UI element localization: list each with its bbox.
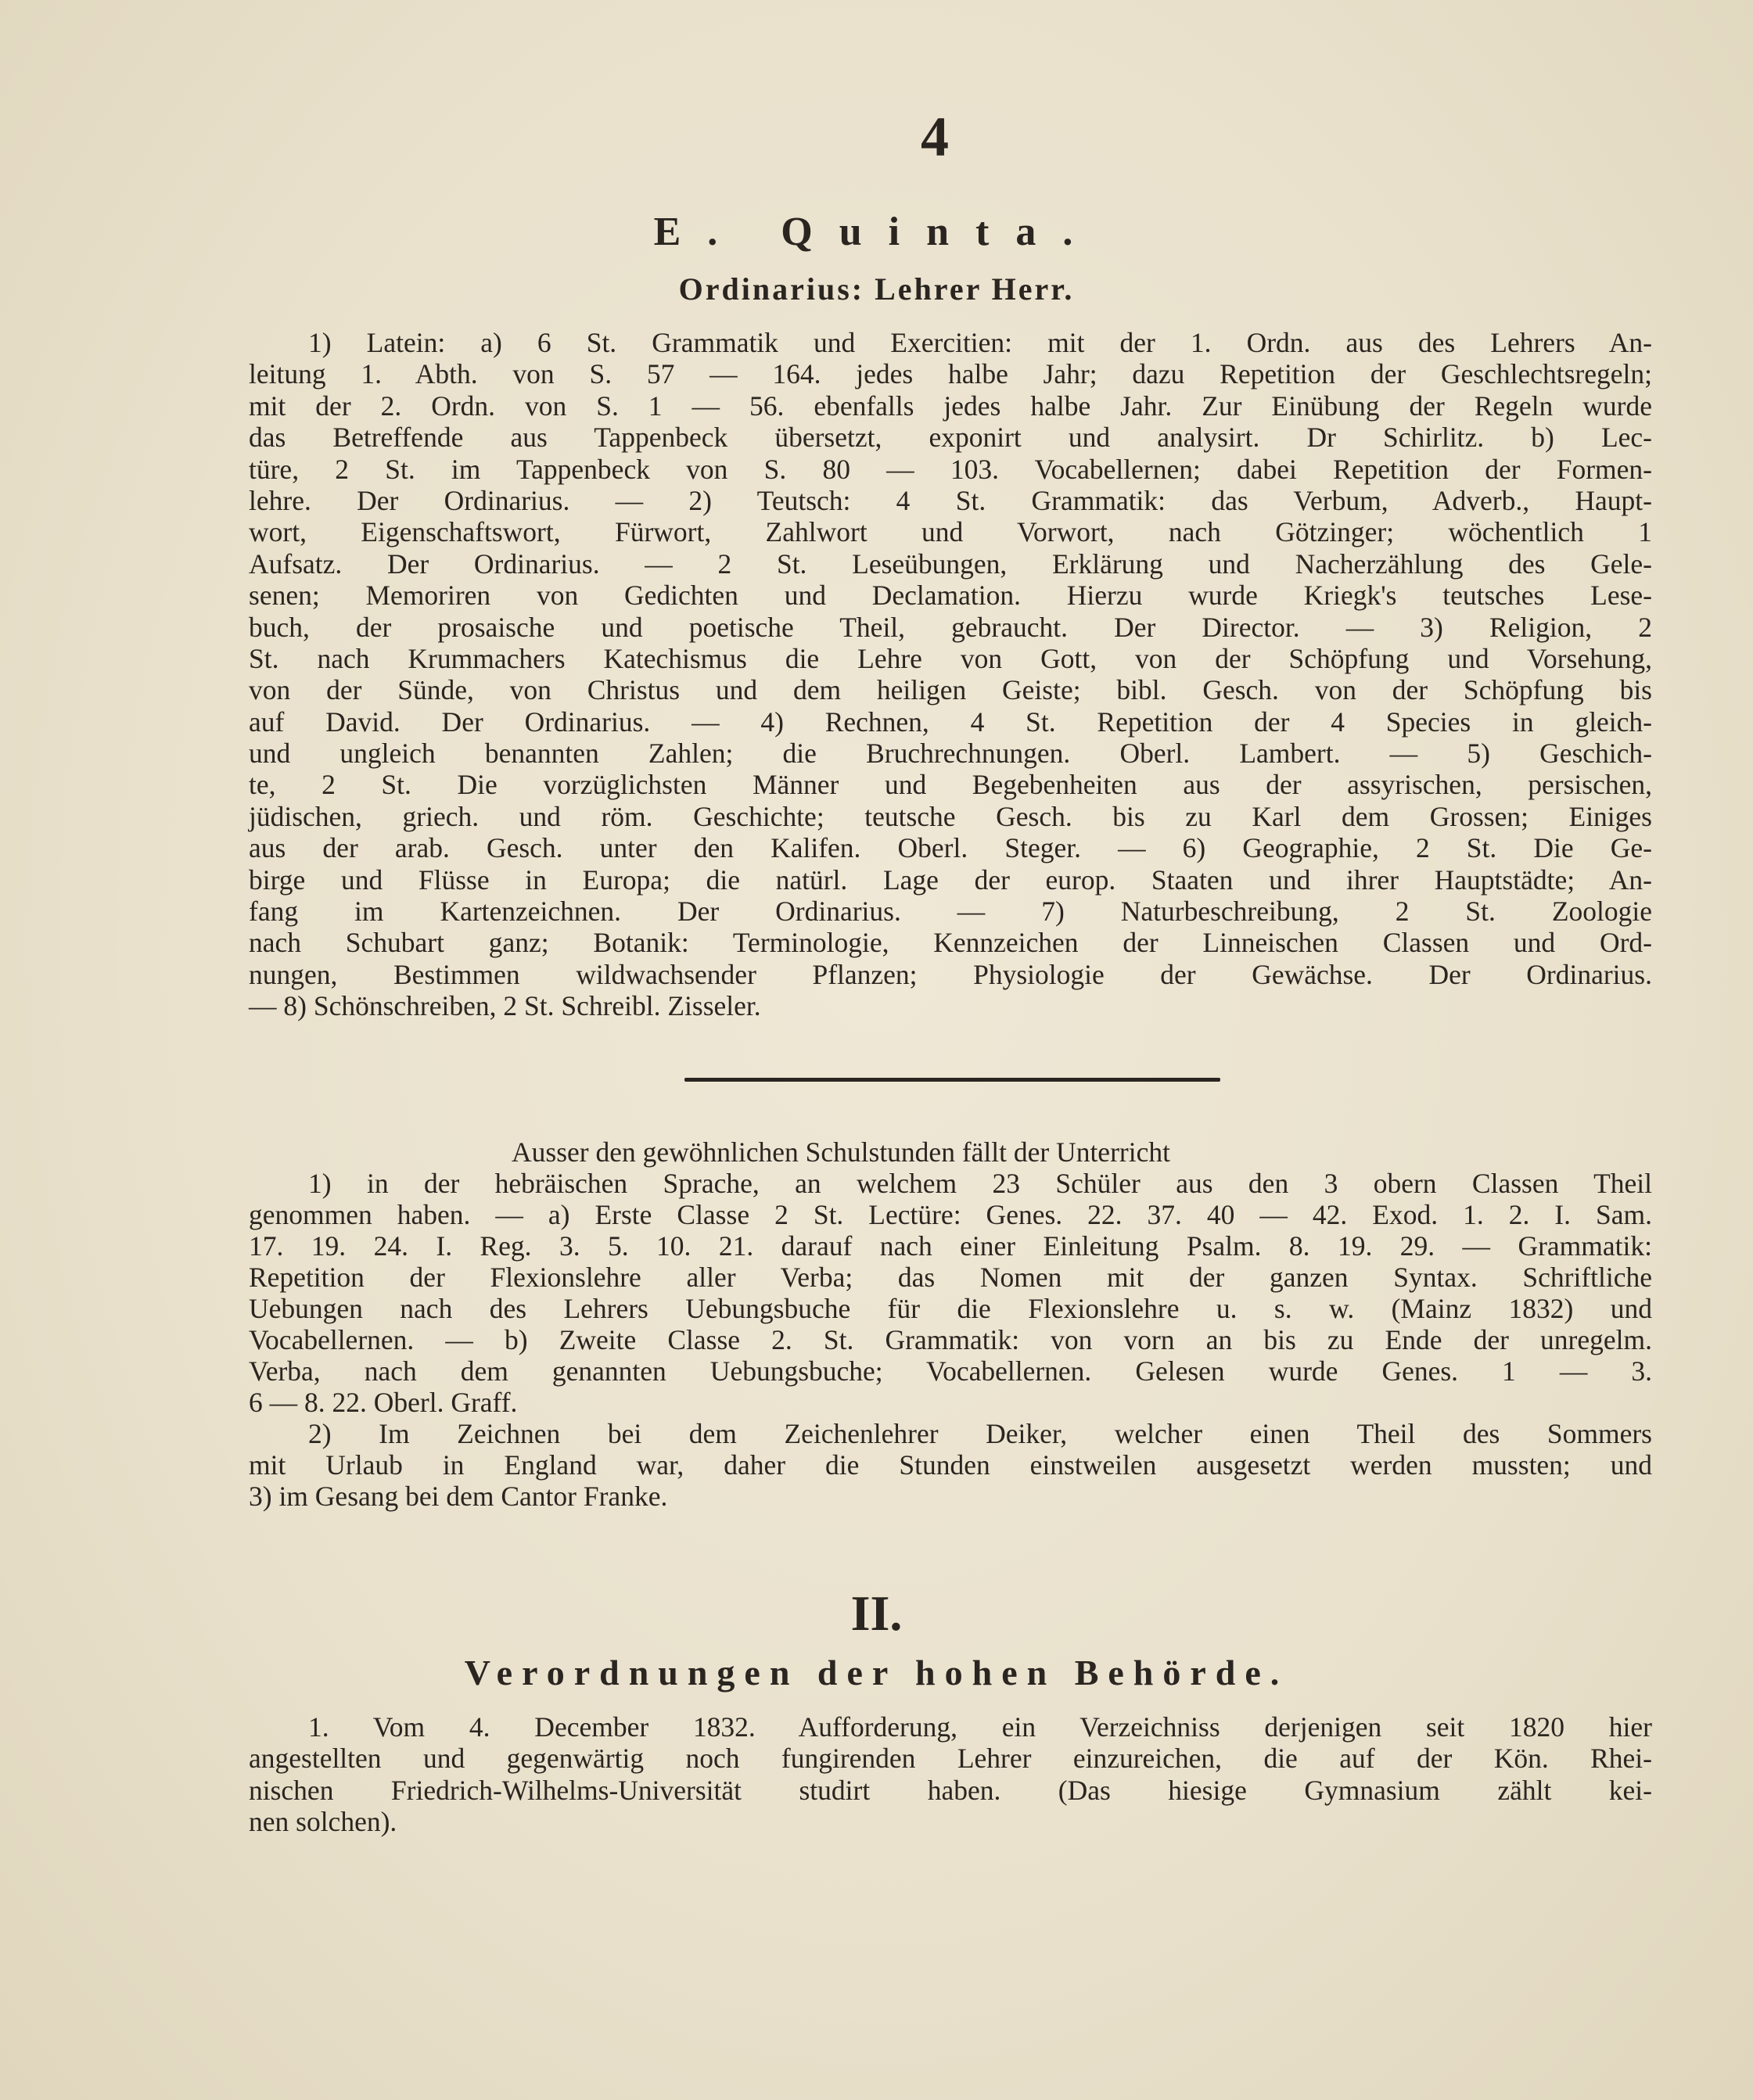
text-line: fang im Kartenzeichnen. Der Ordinarius. — 7) Naturbeschreibung, 2 St. Zoologie bbox=[249, 896, 1652, 928]
text-line: 6 — 8. 22. Oberl. Graff. bbox=[249, 1387, 518, 1418]
text-line: nen solchen). bbox=[249, 1806, 397, 1838]
text-line: Ausser den gewöhnlichen Schulstunden fällt der Unterricht bbox=[512, 1136, 1170, 1168]
text-line: Aufsatz. Der Ordinarius. — 2 St. Leseübungen, Erklärung und Nacherzählung des Gele- bbox=[249, 547, 1652, 580]
page-number: 4 bbox=[921, 106, 949, 168]
text-line: türe, 2 St. im Tappenbeck von S. 80 — 103. Vocabellernen; dabei Repetition der Formen- bbox=[249, 453, 1652, 485]
text-line: birge und Flüsse in Europa; die natürl. Lage der europ. Staaten und ihrer Hauptstädte; An- bbox=[249, 863, 1652, 896]
text-line: Vocabellernen. — b) Zweite Classe 2. St. Grammatik: von vorn an bis zu Ende der unregelm. bbox=[249, 1324, 1652, 1355]
text-line: mit Urlaub in England war, daher die Stunden einstweilen ausgesetzt werden mussten; und bbox=[249, 1449, 1652, 1481]
section-divider bbox=[684, 1078, 1220, 1082]
text-line: von der Sünde, von Christus und dem heiligen Geiste; bibl. Gesch. von der Schöpfung bis bbox=[249, 674, 1652, 706]
text-line: 1) Latein: a) 6 St. Grammatik und Exercitien: mit der 1. Ordn. aus des Lehrers An- bbox=[308, 327, 1652, 358]
text-line: Verba, nach dem genannten Uebungsbuche; Vocabellernen. Gelesen wurde Genes. 1 — 3. bbox=[249, 1355, 1652, 1387]
text-line: und ungleich benannten Zahlen; die Bruchrechnungen. Oberl. Lambert. — 5) Geschich- bbox=[249, 738, 1652, 770]
text-line: senen; Memoriren von Gedichten und Declamation. Hierzu wurde Kriegk's teutsches Lese- bbox=[249, 580, 1652, 612]
text-line: lehre. Der Ordinarius. — 2) Teutsch: 4 St. Grammatik: das Verbum, Adverb., Haupt- bbox=[249, 484, 1652, 516]
part-heading: Verordnungen der hohen Behörde. bbox=[464, 1653, 1289, 1693]
text-line: 2) Im Zeichnen bei dem Zeichenlehrer Deiker, welcher einen Theil des Sommers bbox=[308, 1418, 1652, 1449]
text-line: buch, der prosaische und poetische Theil, gebraucht. Der Director. — 3) Religion, 2 bbox=[249, 611, 1652, 643]
text-line: genommen haben. — a) Erste Classe 2 St. Lectüre: Genes. 22. 37. 40 — 42. Exod. 1. 2. I. Sam. bbox=[249, 1199, 1652, 1230]
text-line: 1. Vom 4. December 1832. Aufforderung, ein Verzeichniss derjenigen seit 1820 hier bbox=[308, 1711, 1652, 1743]
text-line: aus der arab. Gesch. unter den Kalifen. Oberl. Steger. — 6) Geographie, 2 St. Die Ge- bbox=[249, 832, 1652, 864]
section-subtitle: Ordinarius: Lehrer Herr. bbox=[678, 271, 1075, 307]
text-line: St. nach Krummachers Katechismus die Lehre von Gott, von der Schöpfung und Vorsehung, bbox=[249, 642, 1652, 674]
text-line: wort, Eigenschaftswort, Fürwort, Zahlwort und Vorwort, nach Götzinger; wöchentlich 1 bbox=[249, 516, 1652, 548]
section-title: E. Quinta. bbox=[653, 210, 1100, 254]
text-line: Uebungen nach des Lehrers Uebungsbuche für die Flexionslehre u. s. w. (Mainz 1832) und bbox=[249, 1293, 1652, 1324]
text-line: mit der 2. Ordn. von S. 1 — 56. ebenfalls jedes halbe Jahr. Zur Einübung der Regeln wurde bbox=[249, 389, 1652, 422]
quinta-curriculum-paragraph bbox=[249, 327, 1652, 1022]
decrees-paragraph bbox=[249, 1711, 1652, 1838]
text-line: nischen Friedrich-Wilhelms-Universität studirt haben. (Das hiesige Gymnasium zählt kei- bbox=[249, 1774, 1652, 1806]
text-line: Repetition der Flexionslehre aller Verba; das Nomen mit der ganzen Syntax. Schriftliche bbox=[249, 1262, 1652, 1293]
text-line: angestellten und gegenwärtig noch fungirenden Lehrer einzureichen, die auf der Kön. Rhei- bbox=[249, 1743, 1652, 1775]
additional-instruction-paragraph bbox=[249, 1136, 1652, 1512]
text-line: leitung 1. Abth. von S. 57 — 164. jedes halbe Jahr; dazu Repetition der Geschlechtsregeln; bbox=[249, 358, 1652, 390]
text-line: auf David. Der Ordinarius. — 4) Rechnen, 4 St. Repetition der 4 Species in gleich- bbox=[249, 705, 1652, 738]
text-line: jüdischen, griech. und röm. Geschichte; teutsche Gesch. bis zu Karl dem Grossen; Einiges bbox=[249, 800, 1652, 832]
text-line: 17. 19. 24. I. Reg. 3. 5. 10. 21. darauf nach einer Einleitung Psalm. 8. 19. 29. — Grammatik: bbox=[249, 1230, 1652, 1262]
text-line: das Betreffende aus Tappenbeck übersetzt, exponirt und analysirt. Dr Schirlitz. b) Lec- bbox=[249, 422, 1652, 454]
text-line: te, 2 St. Die vorzüglichsten Männer und Begebenheiten aus der assyrischen, persischen, bbox=[249, 769, 1652, 801]
text-line: — 8) Schönschreiben, 2 St. Schreibl. Zisseler. bbox=[249, 990, 761, 1022]
text-line: 1) in der hebräischen Sprache, an welchem 23 Schüler aus den 3 obern Classen Theil bbox=[308, 1168, 1652, 1199]
part-numeral: II. bbox=[850, 1585, 903, 1641]
text-line: 3) im Gesang bei dem Cantor Franke. bbox=[249, 1481, 668, 1512]
text-line: nungen, Bestimmen wildwachsender Pflanzen; Physiologie der Gewächse. Der Ordinarius. bbox=[249, 958, 1652, 990]
text-line: nach Schubart ganz; Botanik: Terminologie, Kennzeichen der Linneischen Classen und Ord- bbox=[249, 927, 1652, 959]
